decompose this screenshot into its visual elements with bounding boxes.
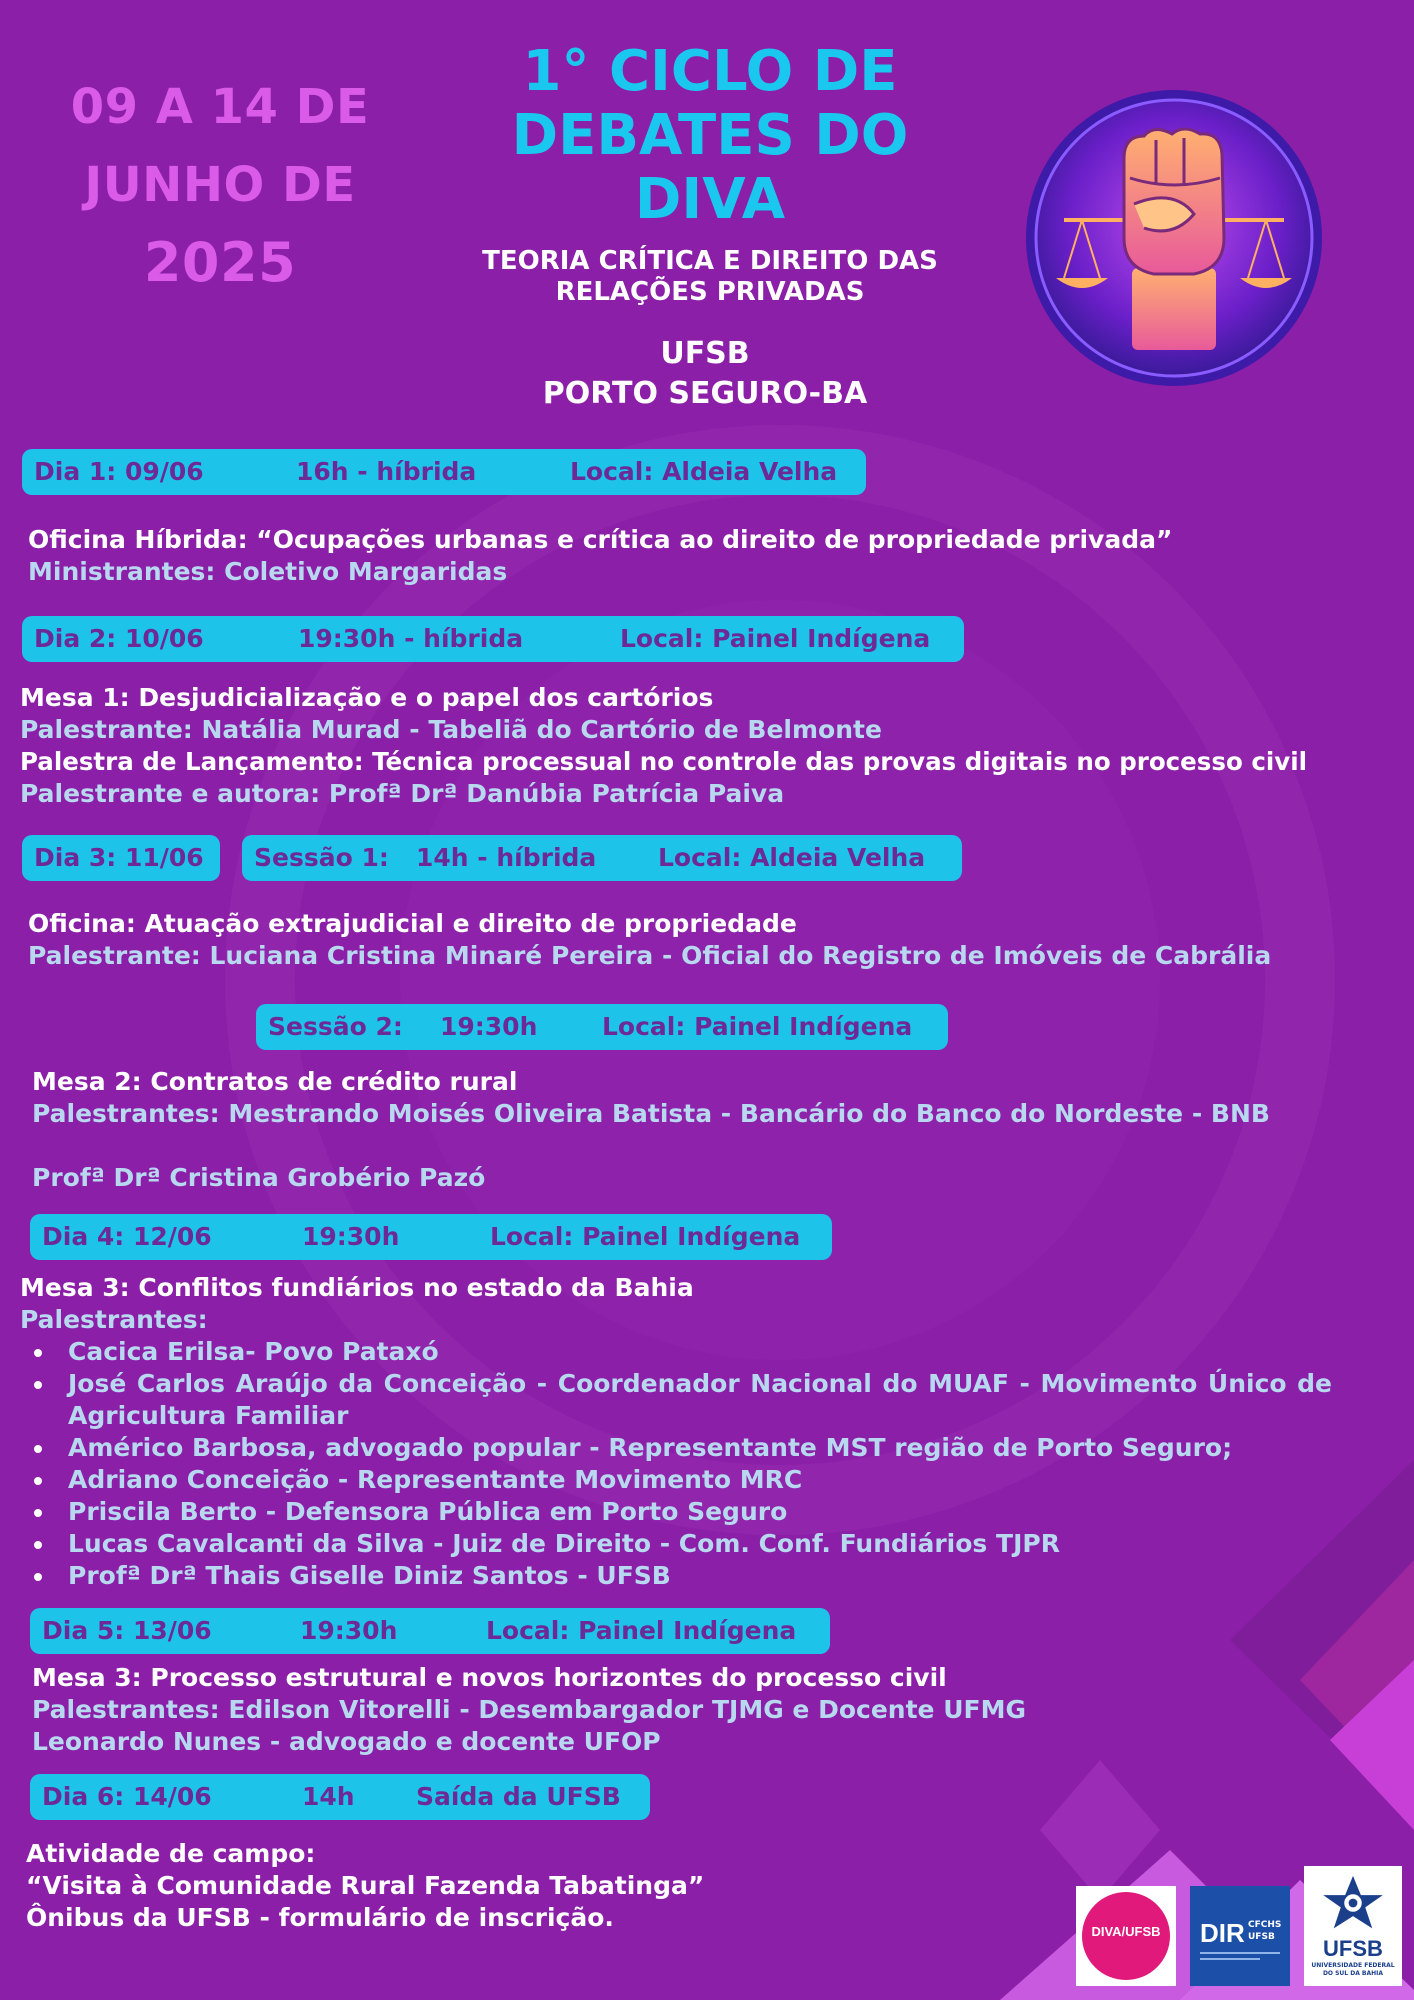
dir-logo-text: DIR <box>1200 1918 1245 1948</box>
day3-session2-label: Sessão 2: <box>268 1012 403 1041</box>
day6-local: Saída da UFSB <box>416 1782 621 1811</box>
day6-line-3: Ônibus da UFSB - formulário de inscrição. <box>26 1903 614 1932</box>
event-title <box>480 40 940 232</box>
day5-line-1: Mesa 3: Processo estrutural e novos horizontes do processo civil <box>32 1663 947 1692</box>
dir-logo-small-1: CFCHS <box>1248 1920 1282 1930</box>
day5-time: 19:30h <box>300 1616 398 1645</box>
title-line-1: 1° CICLO DE <box>522 39 898 104</box>
day1-local: Local: Aldeia Velha <box>570 457 838 486</box>
day3-day: Dia 3: 11/06 <box>34 843 204 872</box>
day5-line-2: Palestrantes: Edilson Vitorelli - Desembargador TJMG e Docente UFMG <box>32 1695 1026 1724</box>
ufsb-star-icon <box>1318 1872 1388 1934</box>
day3-session1-pill <box>242 835 962 881</box>
list-item: Priscila Berto - Defensora Pública em Porto Seguro <box>20 1496 1332 1528</box>
day3-session1-local: Local: Aldeia Velha <box>658 843 926 872</box>
list-item: Cacica Erilsa- Povo Pataxó <box>20 1336 1332 1368</box>
day2-line-2: Palestrante: Natália Murad - Tabeliã do Cartório de Belmonte <box>20 715 882 744</box>
day6-time: 14h <box>302 1782 355 1811</box>
dir-logo-small-2: UFSB <box>1248 1932 1275 1942</box>
day3-session2-speakers: Palestrantes: Mestrando Moisés Oliveira Batista - Bancário do Banco do Nordeste - BNB <box>32 1099 1270 1128</box>
event-dates <box>40 68 400 302</box>
day2-time: 19:30h - híbrida <box>298 624 524 653</box>
day4-time: 19:30h <box>302 1222 400 1251</box>
subtitle-line-2: RELAÇÕES PRIVADAS <box>555 277 865 307</box>
ufsb-logo-text: UFSB <box>1323 1936 1383 1961</box>
day4-day: Dia 4: 12/06 <box>42 1222 212 1251</box>
day1-title: Oficina Híbrida: “Ocupações urbanas e crítica ao direito de propriedade privada” <box>28 525 1173 554</box>
day3-session1-title: Oficina: Atuação extrajudicial e direito de propriedade <box>28 909 797 938</box>
day3-session2-pill <box>256 1004 948 1050</box>
raised-fist-scales-icon <box>1024 88 1324 388</box>
day6-header-pill <box>30 1774 650 1820</box>
day1-time: 16h - híbrida <box>296 457 477 486</box>
day3-session1-label: Sessão 1: <box>254 843 389 872</box>
day5-day: Dia 5: 13/06 <box>42 1616 212 1645</box>
day6-day: Dia 6: 14/06 <box>42 1782 212 1811</box>
day2-line-1: Mesa 1: Desjudicialização e o papel dos cartórios <box>20 683 714 712</box>
day3-session1-speakers: Palestrante: Luciana Cristina Minaré Pereira - Oficial do Registro de Imóveis de Cabrália <box>28 941 1272 970</box>
day3-day-pill <box>22 835 220 881</box>
dir-cfchs-logo <box>1190 1886 1290 1986</box>
subtitle-line-1: TEORIA CRÍTICA E DIREITO DAS <box>482 246 938 276</box>
day4-header-pill <box>30 1214 832 1260</box>
list-item: José Carlos Araújo da Conceição - Coordenador Nacional do MUAF - Movimento Único de Agricultura Familiar <box>20 1368 1332 1432</box>
list-item: Profª Drª Thais Giselle Diniz Santos - UFSB <box>20 1560 1332 1592</box>
day4-speakers-list <box>20 1336 1332 1592</box>
date-line-1: 09 A 14 DE <box>70 79 370 135</box>
day2-local: Local: Painel Indígena <box>620 624 931 653</box>
day4-speakers-label: Palestrantes: <box>20 1305 208 1334</box>
event-location <box>480 334 930 414</box>
day1-header-pill <box>22 449 866 495</box>
diva-ufsb-logo <box>1076 1886 1176 1986</box>
title-line-2: DEBATES DO <box>511 103 909 168</box>
day2-header-pill <box>22 616 964 662</box>
day4-title: Mesa 3: Conflitos fundiários no estado da Bahia <box>20 1273 694 1302</box>
place-line-1: UFSB <box>660 336 750 371</box>
day5-header-pill <box>30 1608 830 1654</box>
day1-day: Dia 1: 09/06 <box>34 457 204 486</box>
day3-session2-speakers-2: Profª Drª Cristina Grobério Pazó <box>32 1163 486 1192</box>
day2-line-3: Palestra de Lançamento: Técnica processual no controle das provas digitais no processo civil <box>20 747 1308 776</box>
date-line-3: 2025 <box>143 231 297 294</box>
day3-session2-time: 19:30h <box>440 1012 538 1041</box>
diva-logo-text: DIVA/UFSB <box>1091 1924 1161 1939</box>
ufsb-logo <box>1304 1866 1402 1986</box>
event-subtitle <box>440 246 980 308</box>
day6-line-2: “Visita à Comunidade Rural Fazenda Tabatinga” <box>26 1871 705 1900</box>
day3-session2-title: Mesa 2: Contratos de crédito rural <box>32 1067 518 1096</box>
day2-day: Dia 2: 10/06 <box>34 624 204 653</box>
day5-line-3: Leonardo Nunes - advogado e docente UFOP <box>32 1727 661 1756</box>
ufsb-logo-small-1: UNIVERSIDADE FEDERAL <box>1311 1962 1395 1969</box>
day3-session1-time: 14h - híbrida <box>416 843 597 872</box>
place-line-2: PORTO SEGURO-BA <box>542 376 868 411</box>
date-line-2: JUNHO DE <box>84 157 356 213</box>
day4-local: Local: Painel Indígena <box>490 1222 801 1251</box>
day5-local: Local: Painel Indígena <box>486 1616 797 1645</box>
list-item: Lucas Cavalcanti da Silva - Juiz de Direito - Com. Conf. Fundiários TJPR <box>20 1528 1332 1560</box>
list-item: Américo Barbosa, advogado popular - Representante MST região de Porto Seguro; <box>20 1432 1332 1464</box>
ufsb-logo-small-2: DO SUL DA BAHIA <box>1322 1970 1384 1977</box>
day2-line-4: Palestrante e autora: Profª Drª Danúbia Patrícia Paiva <box>20 779 785 808</box>
day3-session2-local: Local: Painel Indígena <box>602 1012 913 1041</box>
list-item: Adriano Conceição - Representante Movimento MRC <box>20 1464 1332 1496</box>
title-line-3: DIVA <box>634 167 786 232</box>
day6-line-1: Atividade de campo: <box>26 1839 316 1868</box>
day1-speakers: Ministrantes: Coletivo Margaridas <box>28 557 508 586</box>
